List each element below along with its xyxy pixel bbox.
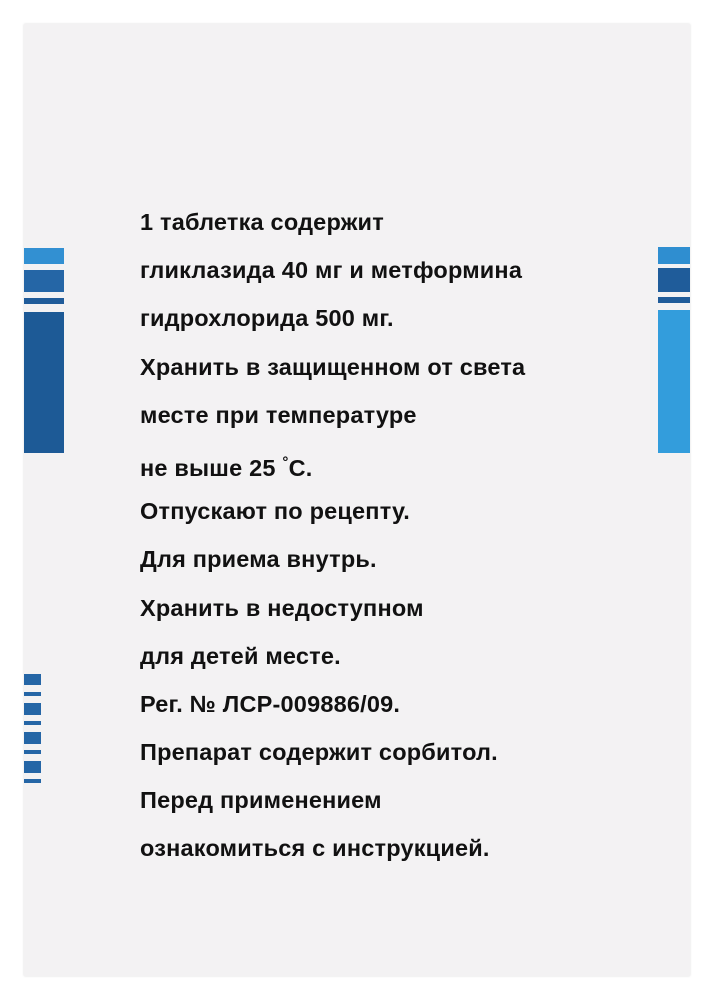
prescription-line: Отпускают по рецепту. <box>140 498 410 525</box>
left-bar <box>24 674 41 685</box>
right-stripe-block <box>658 310 690 453</box>
instructions-line: Перед применением <box>140 787 382 814</box>
package-text <box>140 208 525 883</box>
usage-line: Для приема внутрь. <box>140 546 377 573</box>
left-stripe-mid <box>24 270 64 292</box>
left-bar <box>24 779 41 783</box>
left-bar <box>24 692 41 696</box>
left-stripe-block <box>24 312 64 453</box>
instructions-line: ознакомиться с инструкцией. <box>140 835 490 862</box>
left-bar <box>24 703 41 715</box>
right-stripe-light <box>658 247 690 264</box>
storage-line: Хранить в защищенном от света <box>140 353 526 380</box>
sorbitol-line: Препарат содержит сорбитол. <box>140 739 498 766</box>
left-bar <box>24 732 41 744</box>
registration-number: Рег. № ЛСР-009886/09. <box>140 690 401 717</box>
composition-line: гликлазида 40 мг и метформина <box>140 257 523 284</box>
right-stripe-dark <box>658 268 690 292</box>
composition-line: 1 таблетка содержит <box>140 209 384 235</box>
right-stripe-thin <box>658 297 690 303</box>
storage-children-line: Хранить в недоступном <box>140 594 424 621</box>
storage-children-line: для детей месте. <box>140 642 341 669</box>
left-bar <box>24 761 41 773</box>
left-bar <box>24 750 41 754</box>
left-stripe-thin <box>24 298 64 304</box>
composition-line: гидрохлорида 500 мг. <box>140 305 394 332</box>
storage-line: месте при температуре <box>140 401 417 428</box>
left-bar <box>24 721 41 725</box>
temperature-line: не выше 25 °С. <box>140 453 313 481</box>
degree-symbol: ° <box>282 453 289 471</box>
left-stripe-light <box>24 248 64 264</box>
